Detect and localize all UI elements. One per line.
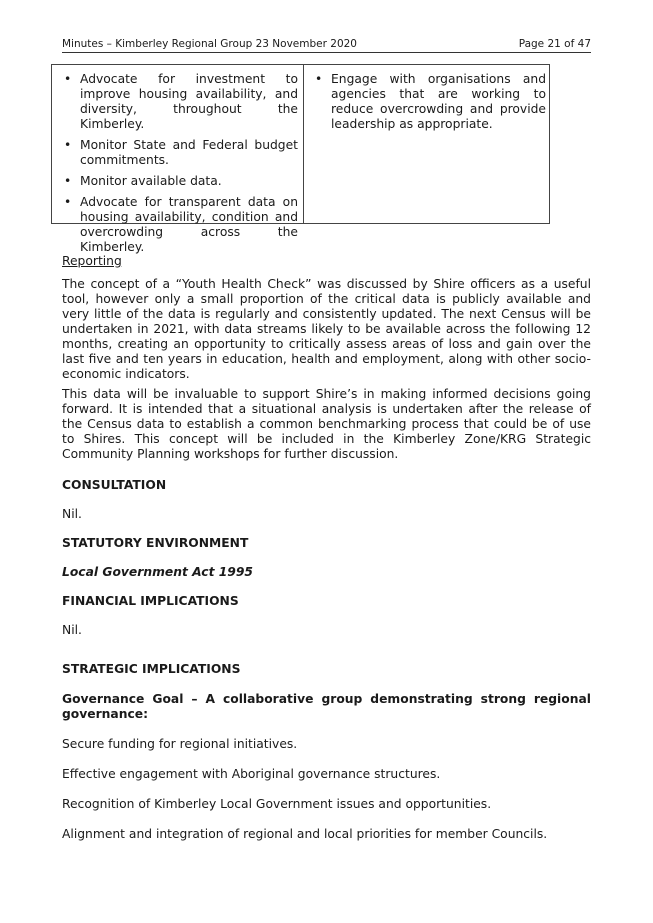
- strategic-item: Alignment and integration of regional and local priorities for member Councils.: [62, 827, 548, 841]
- table-left-item: • Monitor available data.: [63, 174, 298, 189]
- table-right-column: [314, 72, 546, 138]
- page-header: [62, 38, 591, 53]
- table-left-column: [63, 72, 298, 261]
- statutory-act: Local Government Act 1995: [62, 565, 253, 579]
- table-column-divider: [303, 65, 304, 223]
- actions-table: [51, 64, 550, 254]
- header-page-number: Page 21 of 47: [518, 38, 591, 50]
- header-document-title: Minutes – Kimberley Regional Group 23 November 2020: [62, 38, 357, 50]
- financial-text: Nil.: [62, 623, 82, 637]
- table-left-item: • Advocate for investment to improve housing availability, and diversity, throughout the Kimberley.: [63, 72, 298, 132]
- strategic-item: Effective engagement with Aboriginal governance structures.: [62, 767, 441, 781]
- consultation-heading: CONSULTATION: [62, 478, 167, 492]
- page-body: [62, 254, 591, 842]
- table-left-item: • Advocate for transparent data on housing availability, condition and overcrowding across the Kimberley.: [63, 195, 298, 255]
- statutory-heading: STATUTORY ENVIRONMENT: [62, 536, 249, 550]
- strategic-item: Recognition of Kimberley Local Government issues and opportunities.: [62, 797, 492, 811]
- financial-heading: FINANCIAL IMPLICATIONS: [62, 594, 239, 608]
- strategic-heading: STRATEGIC IMPLICATIONS: [62, 662, 241, 676]
- consultation-text: Nil.: [62, 507, 82, 521]
- governance-goal: Governance Goal – A collaborative group demonstrating strong regional governance:: [62, 692, 591, 721]
- reporting-paragraph-1: The concept of a “Youth Health Check” was discussed by Shire officers as a useful tool, however only a small proportion of the critical data is publicly available and very little of the data is regularly and consistently updated. The next Census will be undertaken in 2021, with data streams likely to be available across the following 12 months, creating an opportunity to critically assess areas of loss and gain over the last five and ten years in education, health and employment, along with other socio-economic indicators.: [62, 277, 591, 381]
- reporting-paragraph-2: This data will be invaluable to support Shire’s in making informed decisions going forward. It is intended that a situational analysis is undertaken after the release of the Census data to establish a common benchmarking process that could be of use to Shires. This concept will be included in the Kimberley Zone/KRG Strategic Community Planning workshops for further discussion.: [62, 387, 591, 461]
- strategic-item: Secure funding for regional initiatives.: [62, 737, 298, 751]
- table-left-item: • Monitor State and Federal budget commitments.: [63, 138, 298, 168]
- table-right-item: • Engage with organisations and agencies that are working to reduce overcrowding and provide leadership as appropriate.: [314, 72, 546, 132]
- reporting-heading: Reporting: [62, 254, 122, 268]
